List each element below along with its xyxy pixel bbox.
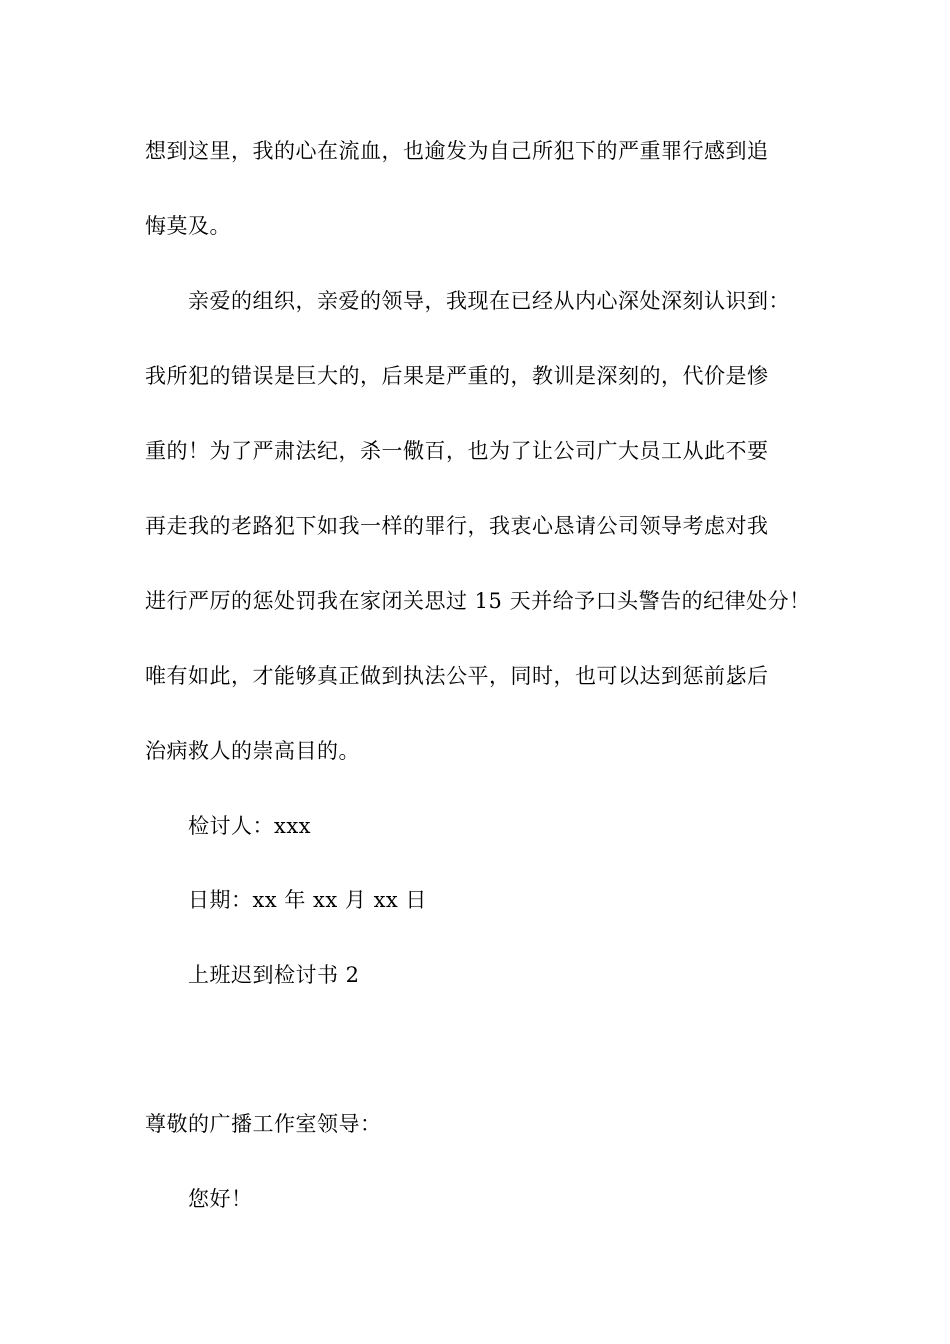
paragraph-line: 重的！为了严肃法纪，杀一儆百，也为了让公司广大员工从此不要	[145, 439, 769, 463]
greeting-line: 您好！	[188, 1187, 253, 1211]
paragraph-line: 进行严厉的惩处罚我在家闭关思过 15 天并给予口头警告的纪律处分！	[145, 589, 811, 613]
paragraph-line: 我所犯的错误是巨大的，后果是严重的，教训是深刻的，代价是惨	[145, 364, 769, 388]
date-line: 日期：xx 年 xx 月 xx 日	[188, 888, 427, 912]
paragraph-line: 想到这里，我的心在流血，也逾发为自己所犯下的严重罪行感到追	[145, 139, 769, 163]
section-title: 上班迟到检讨书 2	[188, 963, 360, 987]
salutation-line: 尊敬的广播工作室领导：	[145, 1112, 382, 1136]
signature-line: 检讨人：xxx	[188, 814, 312, 838]
paragraph-line: 治病救人的崇高目的。	[145, 739, 360, 763]
paragraph-line: 再走我的老路犯下如我一样的罪行，我衷心恳请公司领导考虑对我	[145, 514, 769, 538]
paragraph-line: 唯有如此，才能够真正做到执法公平，同时，也可以达到惩前毖后	[145, 664, 769, 688]
paragraph-line: 亲爱的组织，亲爱的领导，我现在已经从内心深处深刻认识到：	[188, 289, 790, 313]
paragraph-line: 悔莫及。	[145, 214, 231, 238]
